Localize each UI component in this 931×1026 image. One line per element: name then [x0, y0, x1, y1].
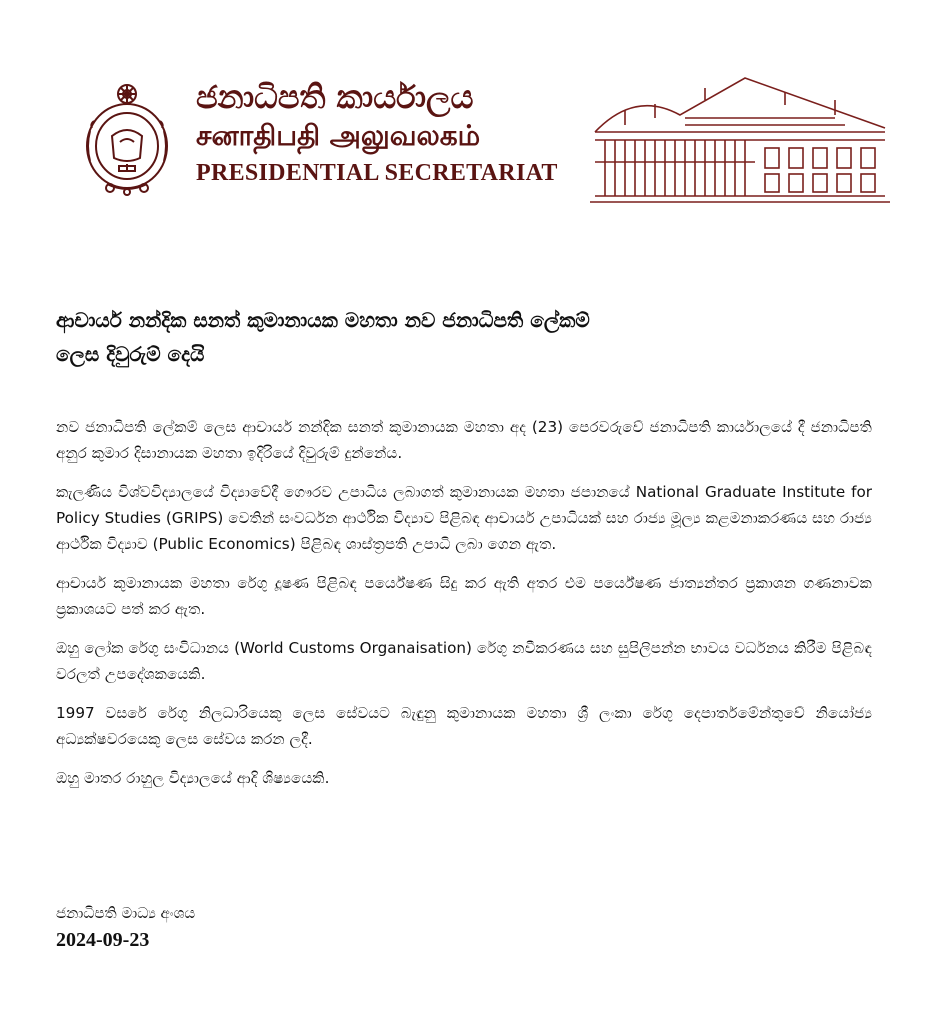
letterhead-titles — [196, 78, 556, 188]
release-date: 2024-09-23 — [56, 929, 150, 951]
footer — [56, 900, 195, 954]
headline-line-1: ආචාර්ය නන්දික සනත් කුමානායක මහතා නව ජනාධිපති ලේකම් — [56, 308, 590, 332]
office-title-sinhala: ජනාධිපති කාර්යාලය — [196, 78, 474, 116]
paragraph-2: කැලණිය විශ්වවිද්‍යාලයේ විද්‍යාවේදී ගෞරව උපාධිය ලබාගත් කුමානායක මහතා ජපානයේ National Graduate Institute for Policy Studies (GRIPS) වෙතින් සංවර්ධන ආර්ථික විද්‍යාව පිළිබඳ ආචාර්ය උපාධියක් සහ රාජ්‍ය මූල්‍ය කළමනාකරණය සහ රාජ්‍ය ආර්ථික විද්‍යාව (Public Economics) පිළිබඳ ශාස්ත්‍රපති උපාධි ලබා ගෙන ඇත. — [56, 483, 872, 553]
press-release-body — [56, 303, 872, 804]
headline-line-2: ලෙස දිවුරුම් දෙයි — [56, 342, 205, 366]
paragraph-4: ඔහු ලෝක රේගු සංවිධානය (World Customs Organaisation) රේගු නවීකරණය සහ සුපිලිපන්න භාවය වර්ධනය කිරීම පිළිබඳ වරලත් උපදේශකයෙකි. — [56, 639, 872, 683]
office-title-tamil: சனாதிபதி அலுவலகம் — [196, 119, 481, 152]
paragraph-5: 1997 වසරේ රේගු නිලධාරියෙකු ලෙස සේවයට බැඳුනු කුමානායක මහතා ශ්‍රී ලංකා රේගු දෙපාර්තමේන්තුවේ නියෝජ්‍ය අධ්‍යක්ෂවරයෙකු ලෙස සේවය කරන ලදී. — [56, 704, 872, 748]
letterhead — [0, 0, 931, 230]
media-division-name: ජනාධිපති මාධ්‍ය අංශය — [56, 904, 196, 922]
paragraph-3: ආචාර්ය කුමානායක මහතා රේගු දූෂණ පිළිබඳ පර්යේෂණ සිදු කර ඇති අතර එම පර්යේෂණ ජාත්‍යන්තර ප්‍රකාශන ගණනාවක ප්‍රකාශයට පත් කර ඇත. — [56, 574, 872, 618]
sri-lanka-emblem-icon — [82, 76, 172, 206]
paragraph-1: නව ජනාධිපති ලේකම් ලෙස ආචාර්ය නන්දික සනත් කුමානායක මහතා අද (23) පෙරවරුවේ ජනාධිපති කාර්යාලයේ දී ජනාධිපති අනුර කුමාර දිසානායක මහතා ඉදිරියේ දිවුරුම් දුන්නේය. — [56, 418, 872, 462]
presidential-secretariat-building-icon — [585, 70, 900, 205]
paragraph-6: ඔහු මාතර රාහුල විද්‍යාලයේ ආදි ශිෂ්‍යයෙකි. — [56, 769, 330, 787]
office-title-english: PRESIDENTIAL SECRETARIAT — [196, 160, 558, 186]
